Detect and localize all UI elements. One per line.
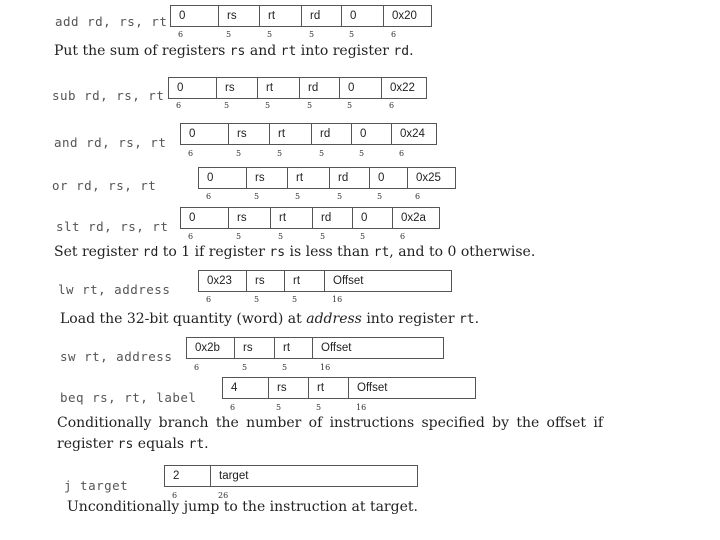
sw-instruction: sw rt, address [60, 349, 173, 364]
desc-register: rs [229, 44, 246, 59]
bits-funct: 6 [400, 232, 406, 241]
beq-format-box [222, 377, 476, 399]
and-instruction: and rd, rs, rt [54, 135, 167, 150]
or-instruction: or rd, rs, rt [52, 178, 157, 193]
bits-rs: 5 [276, 403, 282, 412]
bits-rs: 5 [224, 101, 230, 110]
bits-op: 6 [206, 192, 212, 201]
field-op: 0 [181, 124, 229, 144]
bits-rt: 5 [267, 30, 273, 39]
desc-register: rs [269, 245, 286, 260]
desc-register: rs [117, 437, 134, 452]
field-op: 0 [171, 6, 219, 26]
bits-rs: 5 [254, 295, 260, 304]
field-funct: 0x20 [392, 10, 417, 22]
lw-instruction: lw rt, address [58, 282, 171, 297]
field-op: 0 [169, 78, 217, 98]
or-format-box [198, 167, 456, 189]
field-shamt: 0 [340, 78, 382, 98]
and-format-box [180, 123, 437, 145]
add-description [54, 43, 414, 59]
field-rs: rs [229, 208, 271, 228]
field-rs: rs [229, 124, 270, 144]
field-rt: rt [271, 208, 313, 228]
desc-text: , and to 0 otherwise. [389, 244, 536, 260]
field-op: 0 [181, 208, 229, 228]
bits-rd: 5 [319, 149, 325, 158]
sub-instruction: sub rd, rs, rt [52, 88, 165, 103]
field-rd: rd [300, 78, 340, 98]
bits-op: 6 [188, 232, 194, 241]
field-funct: 0x24 [400, 128, 425, 140]
desc-address: address [306, 311, 362, 327]
field-rs: rs [247, 168, 288, 188]
bits-rs: 5 [236, 232, 242, 241]
field-rs: rs [219, 6, 260, 26]
desc-register: rt [188, 437, 205, 452]
bits-rd: 5 [307, 101, 313, 110]
field-op: 2 [165, 466, 211, 486]
desc-register: rd [142, 245, 159, 260]
bits-shamt: 5 [360, 232, 366, 241]
field-rt: rt [270, 124, 312, 144]
desc-text: equals [137, 436, 185, 452]
bits-op: 6 [178, 30, 184, 39]
field-rs: rs [235, 338, 275, 358]
field-shamt: 0 [352, 124, 392, 144]
field-shamt: 0 [370, 168, 408, 188]
bits-rt: 5 [316, 403, 322, 412]
field-rt: rt [258, 78, 300, 98]
bits-op: 6 [206, 295, 212, 304]
field-rt: rt [275, 338, 313, 358]
bits-rs: 5 [242, 363, 248, 372]
field-rt: rt [285, 271, 325, 291]
field-rd: rd [330, 168, 370, 188]
desc-text: Set register [54, 244, 139, 260]
bits-shamt: 5 [349, 30, 355, 39]
field-rd: rd [313, 208, 353, 228]
desc-text: to 1 if register [162, 244, 265, 260]
bits-funct: 6 [391, 30, 397, 39]
field-funct: 0x2a [401, 212, 426, 224]
field-offset: Offset [333, 275, 364, 287]
bits-funct: 6 [399, 149, 405, 158]
field-shamt: 0 [342, 6, 384, 26]
desc-text: is less than [289, 244, 370, 260]
field-funct: 0x25 [416, 172, 441, 184]
desc-text: Put the sum of registers [54, 43, 226, 59]
beq-description-line2 [57, 436, 209, 452]
sub-bit-widths [170, 101, 427, 110]
field-rs: rs [269, 378, 309, 398]
lw-bit-widths [200, 295, 452, 304]
field-op: 0x2b [187, 338, 235, 358]
field-rt: rt [260, 6, 302, 26]
sub-format-box [168, 77, 427, 99]
bits-rd: 5 [337, 192, 343, 201]
field-op: 0x23 [199, 271, 247, 291]
j-format-box [164, 465, 418, 487]
desc-text: into register [366, 311, 455, 327]
field-rt: rt [309, 378, 349, 398]
add-bit-widths [172, 30, 432, 39]
sw-format-box [186, 337, 444, 359]
sw-bit-widths [188, 363, 444, 372]
bits-rs: 5 [254, 192, 260, 201]
bits-shamt: 5 [347, 101, 353, 110]
j-description: Unconditionally jump to the instruction at target. [67, 499, 418, 515]
slt-bit-widths [182, 232, 440, 241]
bits-op: 6 [194, 363, 200, 372]
bits-rs: 5 [236, 149, 242, 158]
beq-description-line1: Conditionally branch the number of instructions specified by the offset if [57, 415, 603, 431]
field-target: target [219, 470, 249, 482]
bits-rt: 5 [295, 192, 301, 201]
bits-offset: 16 [320, 363, 331, 372]
desc-register: rd [393, 44, 410, 59]
add-instruction: add rd, rs, rt [55, 14, 168, 29]
field-op: 0 [199, 168, 247, 188]
field-offset: Offset [321, 342, 352, 354]
field-offset: Offset [357, 382, 388, 394]
field-rs: rs [247, 271, 285, 291]
add-format-box [170, 5, 432, 27]
bits-rd: 5 [320, 232, 326, 241]
field-rs: rs [217, 78, 258, 98]
bits-target: 26 [218, 491, 229, 500]
beq-instruction: beq rs, rt, label [60, 390, 197, 405]
bits-rt: 5 [292, 295, 298, 304]
bits-rt: 5 [278, 232, 284, 241]
slt-instruction: slt rd, rs, rt [56, 219, 169, 234]
desc-register: rt [373, 245, 390, 260]
field-rt: rt [288, 168, 330, 188]
field-funct: 0x22 [390, 82, 415, 94]
bits-rd: 5 [309, 30, 315, 39]
field-op: 4 [223, 378, 269, 398]
beq-bit-widths [224, 403, 476, 412]
bits-rt: 5 [282, 363, 288, 372]
bits-funct: 6 [415, 192, 421, 201]
field-rd: rd [312, 124, 352, 144]
bits-op: 6 [172, 491, 178, 500]
field-shamt: 0 [353, 208, 393, 228]
bits-shamt: 5 [377, 192, 383, 201]
bits-rt: 5 [265, 101, 271, 110]
bits-op: 6 [230, 403, 236, 412]
desc-text: Load the 32-bit quantity (word) at [60, 311, 302, 327]
or-bit-widths [200, 192, 456, 201]
desc-text: . [204, 436, 209, 452]
desc-text: . [474, 311, 480, 327]
lw-description [60, 311, 479, 327]
desc-text: into register [300, 43, 389, 59]
bits-op: 6 [188, 149, 194, 158]
and-bit-widths [182, 149, 437, 158]
slt-description [54, 244, 535, 260]
j-instruction: j target [64, 478, 129, 493]
bits-offset: 16 [356, 403, 367, 412]
desc-text: . [409, 43, 414, 59]
lw-format-box [198, 270, 452, 292]
field-rd: rd [302, 6, 342, 26]
desc-text: and [249, 43, 277, 59]
slt-format-box [180, 207, 440, 229]
bits-offset: 16 [332, 295, 343, 304]
desc-text: register [57, 436, 114, 452]
bits-rs: 5 [226, 30, 232, 39]
bits-op: 6 [176, 101, 182, 110]
bits-rt: 5 [277, 149, 283, 158]
desc-register: rt [280, 44, 297, 59]
desc-register: rt [458, 312, 475, 327]
bits-shamt: 5 [359, 149, 365, 158]
bits-funct: 6 [389, 101, 395, 110]
